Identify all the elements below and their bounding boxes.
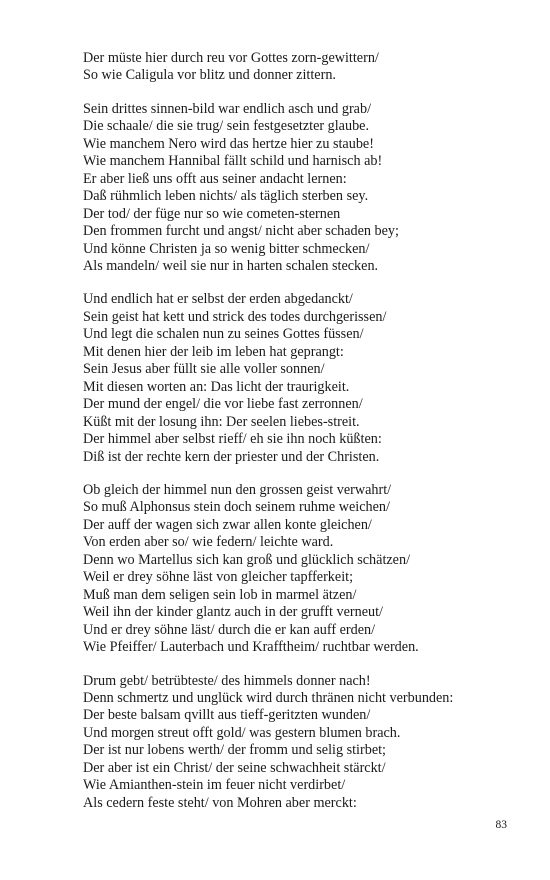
verse-line: Der müste hier durch reu vor Gottes zorn-gewittern/ xyxy=(83,50,379,66)
verse-line: Der ist nur lobens werth/ der fromm und selig stirbet; xyxy=(83,742,387,759)
verse-line: Er aber ließ uns offt aus seiner andacht lernen: xyxy=(83,170,347,187)
stanza xyxy=(83,482,523,657)
verse-line: So muß Alphonsus stein doch seinem ruhme weichen/ xyxy=(83,499,390,516)
page-number: 83 xyxy=(495,819,507,831)
verse-line: Weil ihn der kinder glantz auch in der grufft verneut/ xyxy=(83,604,383,621)
stanza xyxy=(83,673,523,813)
verse-line: Denn wo Martellus sich kan groß und glücklich schätzen/ xyxy=(83,551,411,568)
verse-line: Wie manchem Hannibal fällt schild und harnisch ab! xyxy=(83,153,383,170)
verse-line: So wie Caligula vor blitz und donner zittern. xyxy=(83,67,336,84)
verse-line: Der mund der engel/ die vor liebe fast zerronnen/ xyxy=(83,396,363,413)
stanza xyxy=(83,50,523,85)
stanza xyxy=(83,291,523,466)
verse-line: Sein geist hat kett und strick des todes durchgerissen/ xyxy=(83,308,387,325)
verse-line: Küßt mit der losung ihn: Der seelen liebes-streit. xyxy=(83,413,360,430)
verse-line: Wie Pfeiffer/ Lauterbach und Krafftheim/ ruchtbar werden. xyxy=(83,639,419,656)
verse-line: Muß man dem seligen sein lob in marmel ätzen/ xyxy=(83,586,357,603)
verse-line: Sein Jesus aber füllt sie alle voller sonnen/ xyxy=(83,361,325,378)
verse-line: Sein drittes sinnen-bild war endlich asch und grab/ xyxy=(83,100,372,117)
poem-text xyxy=(83,50,523,828)
verse-line: Als mandeln/ weil sie nur in harten schalen stecken. xyxy=(83,257,379,274)
verse-line: Den frommen furcht und angst/ nicht aber schaden bey; xyxy=(83,223,399,240)
verse-line: Die schaale/ die sie trug/ sein festgesetzter glaube. xyxy=(83,118,370,135)
stanza xyxy=(83,101,523,276)
verse-line: Denn schmertz und unglück wird durch thränen nicht verbunden: xyxy=(83,689,454,706)
verse-line: Und morgen streut offt gold/ was gestern blumen brach. xyxy=(83,724,401,741)
verse-line: Ob gleich der himmel nun den grossen geist verwahrt/ xyxy=(83,481,392,498)
verse-line: Mit denen hier der leib im leben hat geprangt: xyxy=(83,343,344,360)
verse-line: Als cedern feste steht/ von Mohren aber merckt: xyxy=(83,794,357,811)
verse-line: Der aber ist ein Christ/ der seine schwachheit stärckt/ xyxy=(83,759,386,776)
verse-line: Der auff der wagen sich zwar allen konte gleichen/ xyxy=(83,516,372,533)
verse-line: Wie Amianthen-stein im feuer nicht verdirbet/ xyxy=(83,777,346,794)
verse-line: Daß rühmlich leben nichts/ als täglich sterben sey. xyxy=(83,188,369,205)
verse-line: Von erden aber so/ wie federn/ leichte ward. xyxy=(83,534,334,551)
verse-line: Der tod/ der füge nur so wie cometen-sternen xyxy=(83,205,341,222)
verse-line: Drum gebt/ betrübteste/ des himmels donner nach! xyxy=(83,672,371,689)
verse-line: Und er drey söhne läst/ durch die er kan auff erden/ xyxy=(83,621,376,638)
verse-line: Diß ist der rechte kern der priester und der Christen. xyxy=(83,448,380,465)
verse-line: Der beste balsam qvillt aus tieff-geritzten wunden/ xyxy=(83,707,371,724)
verse-line: Und endlich hat er selbst der erden abgedanckt/ xyxy=(83,291,353,308)
verse-line: Und legt die schalen nun zu seines Gottes füssen/ xyxy=(83,326,364,343)
verse-line: Mit diesen worten an: Das licht der traurigkeit. xyxy=(83,378,350,395)
verse-line: Wie manchem Nero wird das hertze hier zu staube! xyxy=(83,135,374,152)
verse-line: Und könne Christen ja so wenig bitter schmecken/ xyxy=(83,240,370,257)
verse-line: Weil er drey söhne läst von gleicher tapfferkeit; xyxy=(83,569,354,586)
verse-line: Der himmel aber selbst rieff/ eh sie ihn noch küßten: xyxy=(83,431,382,448)
